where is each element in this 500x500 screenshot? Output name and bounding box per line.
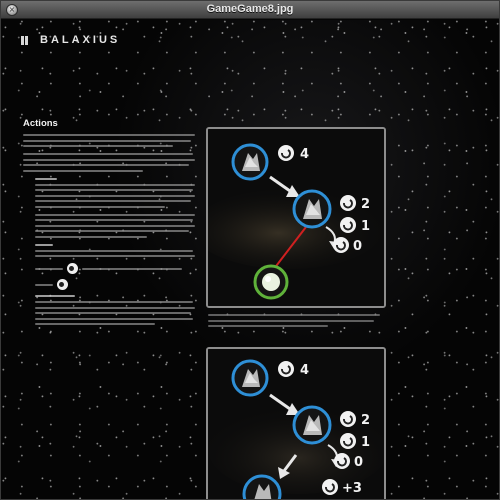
paragraph-3 <box>23 250 201 258</box>
sub-heading-3 <box>35 295 201 297</box>
section-title: Actions <box>23 118 58 129</box>
intro-paragraph <box>23 134 201 147</box>
board-1-diagram <box>208 129 386 308</box>
brand-header <box>21 34 120 46</box>
ship-token-icon <box>233 145 267 179</box>
ship-token-icon <box>294 407 330 443</box>
svg-text:+3: +3 <box>342 481 362 496</box>
sub-heading-1 <box>35 178 201 180</box>
window-title: GameGame8.jpg <box>206 3 294 15</box>
paragraph-4 <box>23 301 201 325</box>
title-bar[interactable] <box>1 1 499 19</box>
counter-plus-3 <box>322 479 362 496</box>
intro-paragraph-2 <box>23 153 201 172</box>
svg-text:0: 0 <box>353 239 363 254</box>
board-1-caption <box>208 314 386 327</box>
svg-text:1: 1 <box>361 435 371 450</box>
ship-token-icon <box>244 476 280 499</box>
svg-text:4: 4 <box>300 363 310 378</box>
paragraph-1 <box>23 184 201 208</box>
svg-text:0: 0 <box>354 455 364 470</box>
paragraph-2 <box>23 214 201 238</box>
svg-text:1: 1 <box>361 219 371 234</box>
asteroid-token-icon <box>67 263 78 274</box>
ship-token-icon <box>294 191 330 227</box>
image-content <box>1 20 499 499</box>
close-icon: × <box>8 5 16 14</box>
ship-token-icon <box>233 361 267 395</box>
board-2-diagram <box>208 349 386 499</box>
game-board-example-1 <box>206 127 386 308</box>
sub-heading-2 <box>35 244 201 246</box>
inline-icon-row-2 <box>35 279 201 290</box>
planet-token-icon <box>255 266 287 298</box>
brand-name: BALAXIUS <box>40 34 121 46</box>
svg-text:4: 4 <box>300 147 310 162</box>
asteroid-token-icon <box>57 279 68 290</box>
pause-bars-icon <box>21 36 28 45</box>
svg-text:2: 2 <box>361 197 371 212</box>
svg-text:2: 2 <box>361 413 371 428</box>
inline-icon-row <box>35 263 201 274</box>
rules-text-column <box>23 118 201 331</box>
game-board-example-2 <box>206 347 386 499</box>
